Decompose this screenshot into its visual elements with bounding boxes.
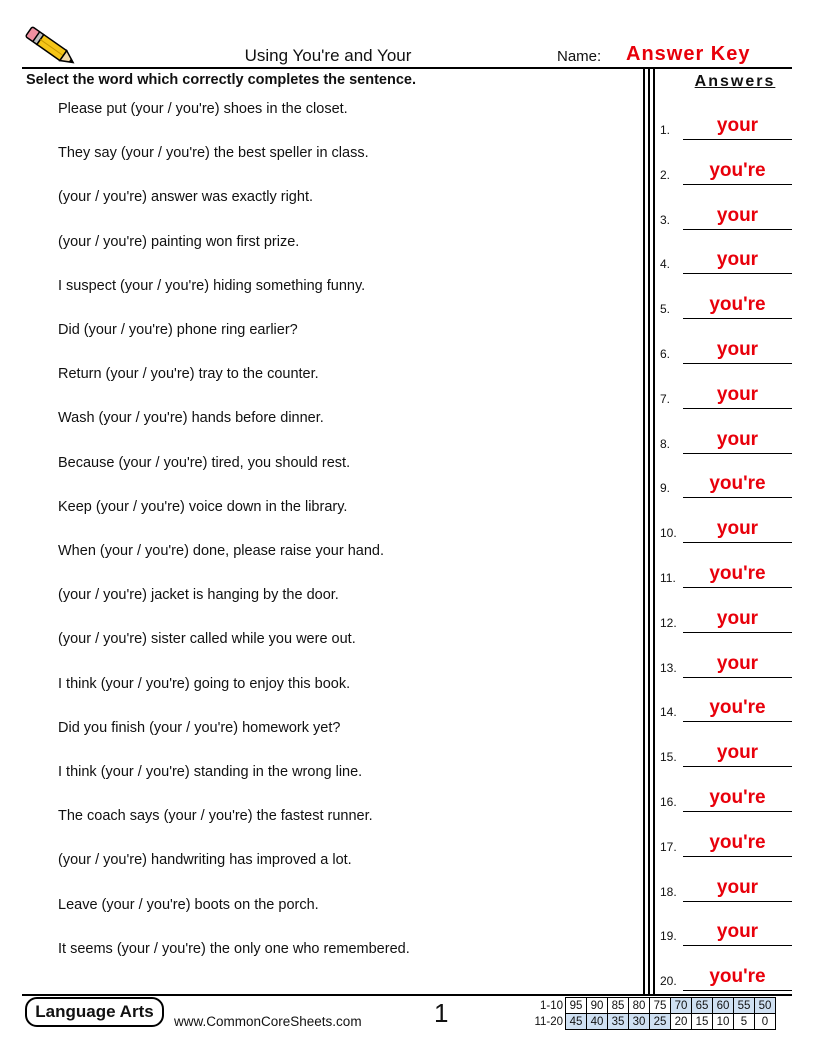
answer-blank — [683, 677, 792, 678]
answer-blank — [683, 184, 792, 185]
answer-number: 19. — [660, 929, 677, 944]
page-number: 1 — [434, 998, 449, 1028]
answer-word: you're — [709, 697, 766, 719]
question-text: Did (your / you're) phone ring earlier? — [58, 322, 298, 338]
answer-number: 11. — [660, 571, 676, 585]
answer-word: you're — [709, 294, 766, 316]
score-cell: 5 — [734, 1014, 755, 1030]
answers-heading: Answers — [694, 73, 776, 90]
column-divider — [643, 67, 645, 995]
question-text: (your / you're) handwriting has improved a lot. — [58, 852, 352, 869]
score-cell: 50 — [755, 998, 776, 1014]
question-text: Did you finish (your / you're) homework yet? — [58, 719, 341, 736]
instructions: Select the word which correctly completes the sentence. — [26, 72, 417, 88]
answer-blank — [683, 363, 792, 364]
score-cell: 85 — [608, 998, 629, 1014]
score-cell: 0 — [755, 1014, 776, 1030]
score-cell: 45 — [566, 1014, 587, 1030]
answer-blank — [683, 811, 792, 812]
name-label: Name: — [557, 48, 602, 65]
score-cell: 95 — [566, 998, 587, 1014]
answer-word: your — [716, 742, 759, 764]
score-table — [529, 997, 776, 1030]
answer-number: 1. — [660, 123, 671, 137]
answer-blank — [683, 632, 792, 633]
answer-word: you're — [709, 831, 766, 853]
answer-blank — [683, 990, 792, 991]
answer-number: 10. — [660, 526, 677, 541]
answer-number: 13. — [660, 660, 677, 675]
answer-word: your — [716, 652, 759, 674]
question-text: Because (your / you're) tired, you should rest. — [58, 454, 351, 471]
answer-blank — [683, 856, 792, 857]
score-cell: 10 — [713, 1014, 734, 1030]
question-text: Please put (your / you're) shoes in the closet. — [58, 101, 348, 117]
question-text: The coach says (your / you're) the fastest runner. — [58, 808, 373, 825]
score-cell: 70 — [671, 998, 692, 1014]
question-text: (your / you're) answer was exactly right. — [58, 189, 313, 206]
question-text: I think (your / you're) standing in the wrong line. — [58, 764, 363, 780]
score-cell: 25 — [650, 1014, 671, 1030]
answer-word: you're — [709, 563, 766, 584]
answer-word: your — [716, 204, 759, 226]
answer-blank — [683, 587, 792, 588]
answer-number: 9. — [660, 481, 671, 496]
score-cell: 90 — [587, 998, 608, 1014]
score-cell: 65 — [692, 998, 713, 1014]
score-cell: 75 — [650, 998, 671, 1014]
answer-word: your — [716, 876, 759, 898]
score-cell: 20 — [671, 1014, 692, 1030]
answer-word: you're — [709, 159, 766, 181]
question-text: (your / you're) painting won first prize. — [58, 233, 300, 250]
answer-blank — [683, 901, 792, 902]
column-divider — [648, 67, 650, 995]
answer-blank — [683, 542, 792, 543]
answer-number: 20. — [660, 974, 677, 989]
answer-number: 15. — [660, 750, 677, 765]
answer-blank — [683, 408, 792, 409]
answer-word: you're — [709, 787, 766, 808]
question-text: They say (your / you're) the best speller in class. — [58, 145, 369, 162]
answer-blank — [683, 721, 792, 722]
question-text: Wash (your / you're) hands before dinner. — [58, 410, 324, 427]
answer-number: 2. — [660, 167, 671, 182]
answer-blank — [683, 945, 792, 946]
answer-number: 4. — [660, 257, 671, 272]
answer-blank — [683, 318, 792, 319]
answer-word: your — [716, 607, 759, 629]
answer-number: 14. — [660, 705, 677, 720]
answer-number: 8. — [660, 436, 671, 451]
column-divider — [653, 67, 655, 995]
question-text: (your / you're) sister called while you were out. — [58, 631, 356, 648]
answer-number: 7. — [660, 391, 671, 406]
subject-badge: Language Arts — [25, 997, 164, 1027]
answer-number: 16. — [660, 795, 677, 809]
header-rule — [22, 67, 792, 69]
answer-number: 5. — [660, 302, 671, 317]
answer-blank — [683, 766, 792, 767]
question-text: Keep (your / you're) voice down in the library. — [58, 498, 348, 515]
score-cell: 80 — [629, 998, 650, 1014]
score-row — [529, 998, 776, 1014]
answer-blank — [683, 497, 792, 498]
question-text: It seems (your / you're) the only one who remembered. — [58, 940, 410, 957]
footer-rule — [22, 994, 792, 996]
pencil-icon — [22, 24, 80, 70]
answer-word: you're — [709, 966, 766, 988]
answer-word: your — [716, 921, 759, 943]
website-url: www.CommonCoreSheets.com — [174, 1014, 362, 1029]
answer-number: 17. — [660, 839, 677, 854]
answer-blank — [683, 453, 792, 454]
score-cell: 40 — [587, 1014, 608, 1030]
answer-blank — [683, 229, 792, 230]
score-cell: 55 — [734, 998, 755, 1014]
question-text: Return (your / you're) tray to the counter. — [58, 366, 319, 383]
score-range-label: 11-20 — [534, 1015, 563, 1028]
answer-number: 6. — [660, 347, 671, 361]
question-text: When (your / you're) done, please raise your hand. — [58, 543, 384, 559]
question-text: I think (your / you're) going to enjoy this book. — [58, 675, 351, 692]
score-cell: 15 — [692, 1014, 713, 1030]
question-text: I suspect (your / you're) hiding something funny. — [58, 277, 366, 294]
worksheet-title: Using You're and Your — [244, 46, 412, 65]
answer-word: your — [716, 428, 759, 450]
score-cell: 30 — [629, 1014, 650, 1030]
answer-key-label: Answer Key — [626, 43, 751, 65]
score-cell: 35 — [608, 1014, 629, 1030]
score-cell: 60 — [713, 998, 734, 1014]
answer-blank — [683, 139, 792, 140]
question-text: Leave (your / you're) boots on the porch. — [58, 896, 319, 913]
answer-number: 18. — [660, 884, 677, 899]
score-range-label: 1-10 — [539, 999, 563, 1012]
question-text: (your / you're) jacket is hanging by the door. — [58, 587, 339, 604]
answer-word: your — [716, 339, 759, 360]
answer-number: 12. — [660, 615, 677, 630]
answer-word: your — [716, 383, 759, 405]
answer-blank — [683, 273, 792, 274]
answer-number: 3. — [660, 212, 671, 227]
answer-word: your — [716, 249, 759, 271]
answer-word: your — [716, 518, 759, 540]
answer-word: you're — [709, 473, 766, 495]
score-row — [529, 1014, 776, 1030]
answer-word: your — [716, 115, 759, 136]
